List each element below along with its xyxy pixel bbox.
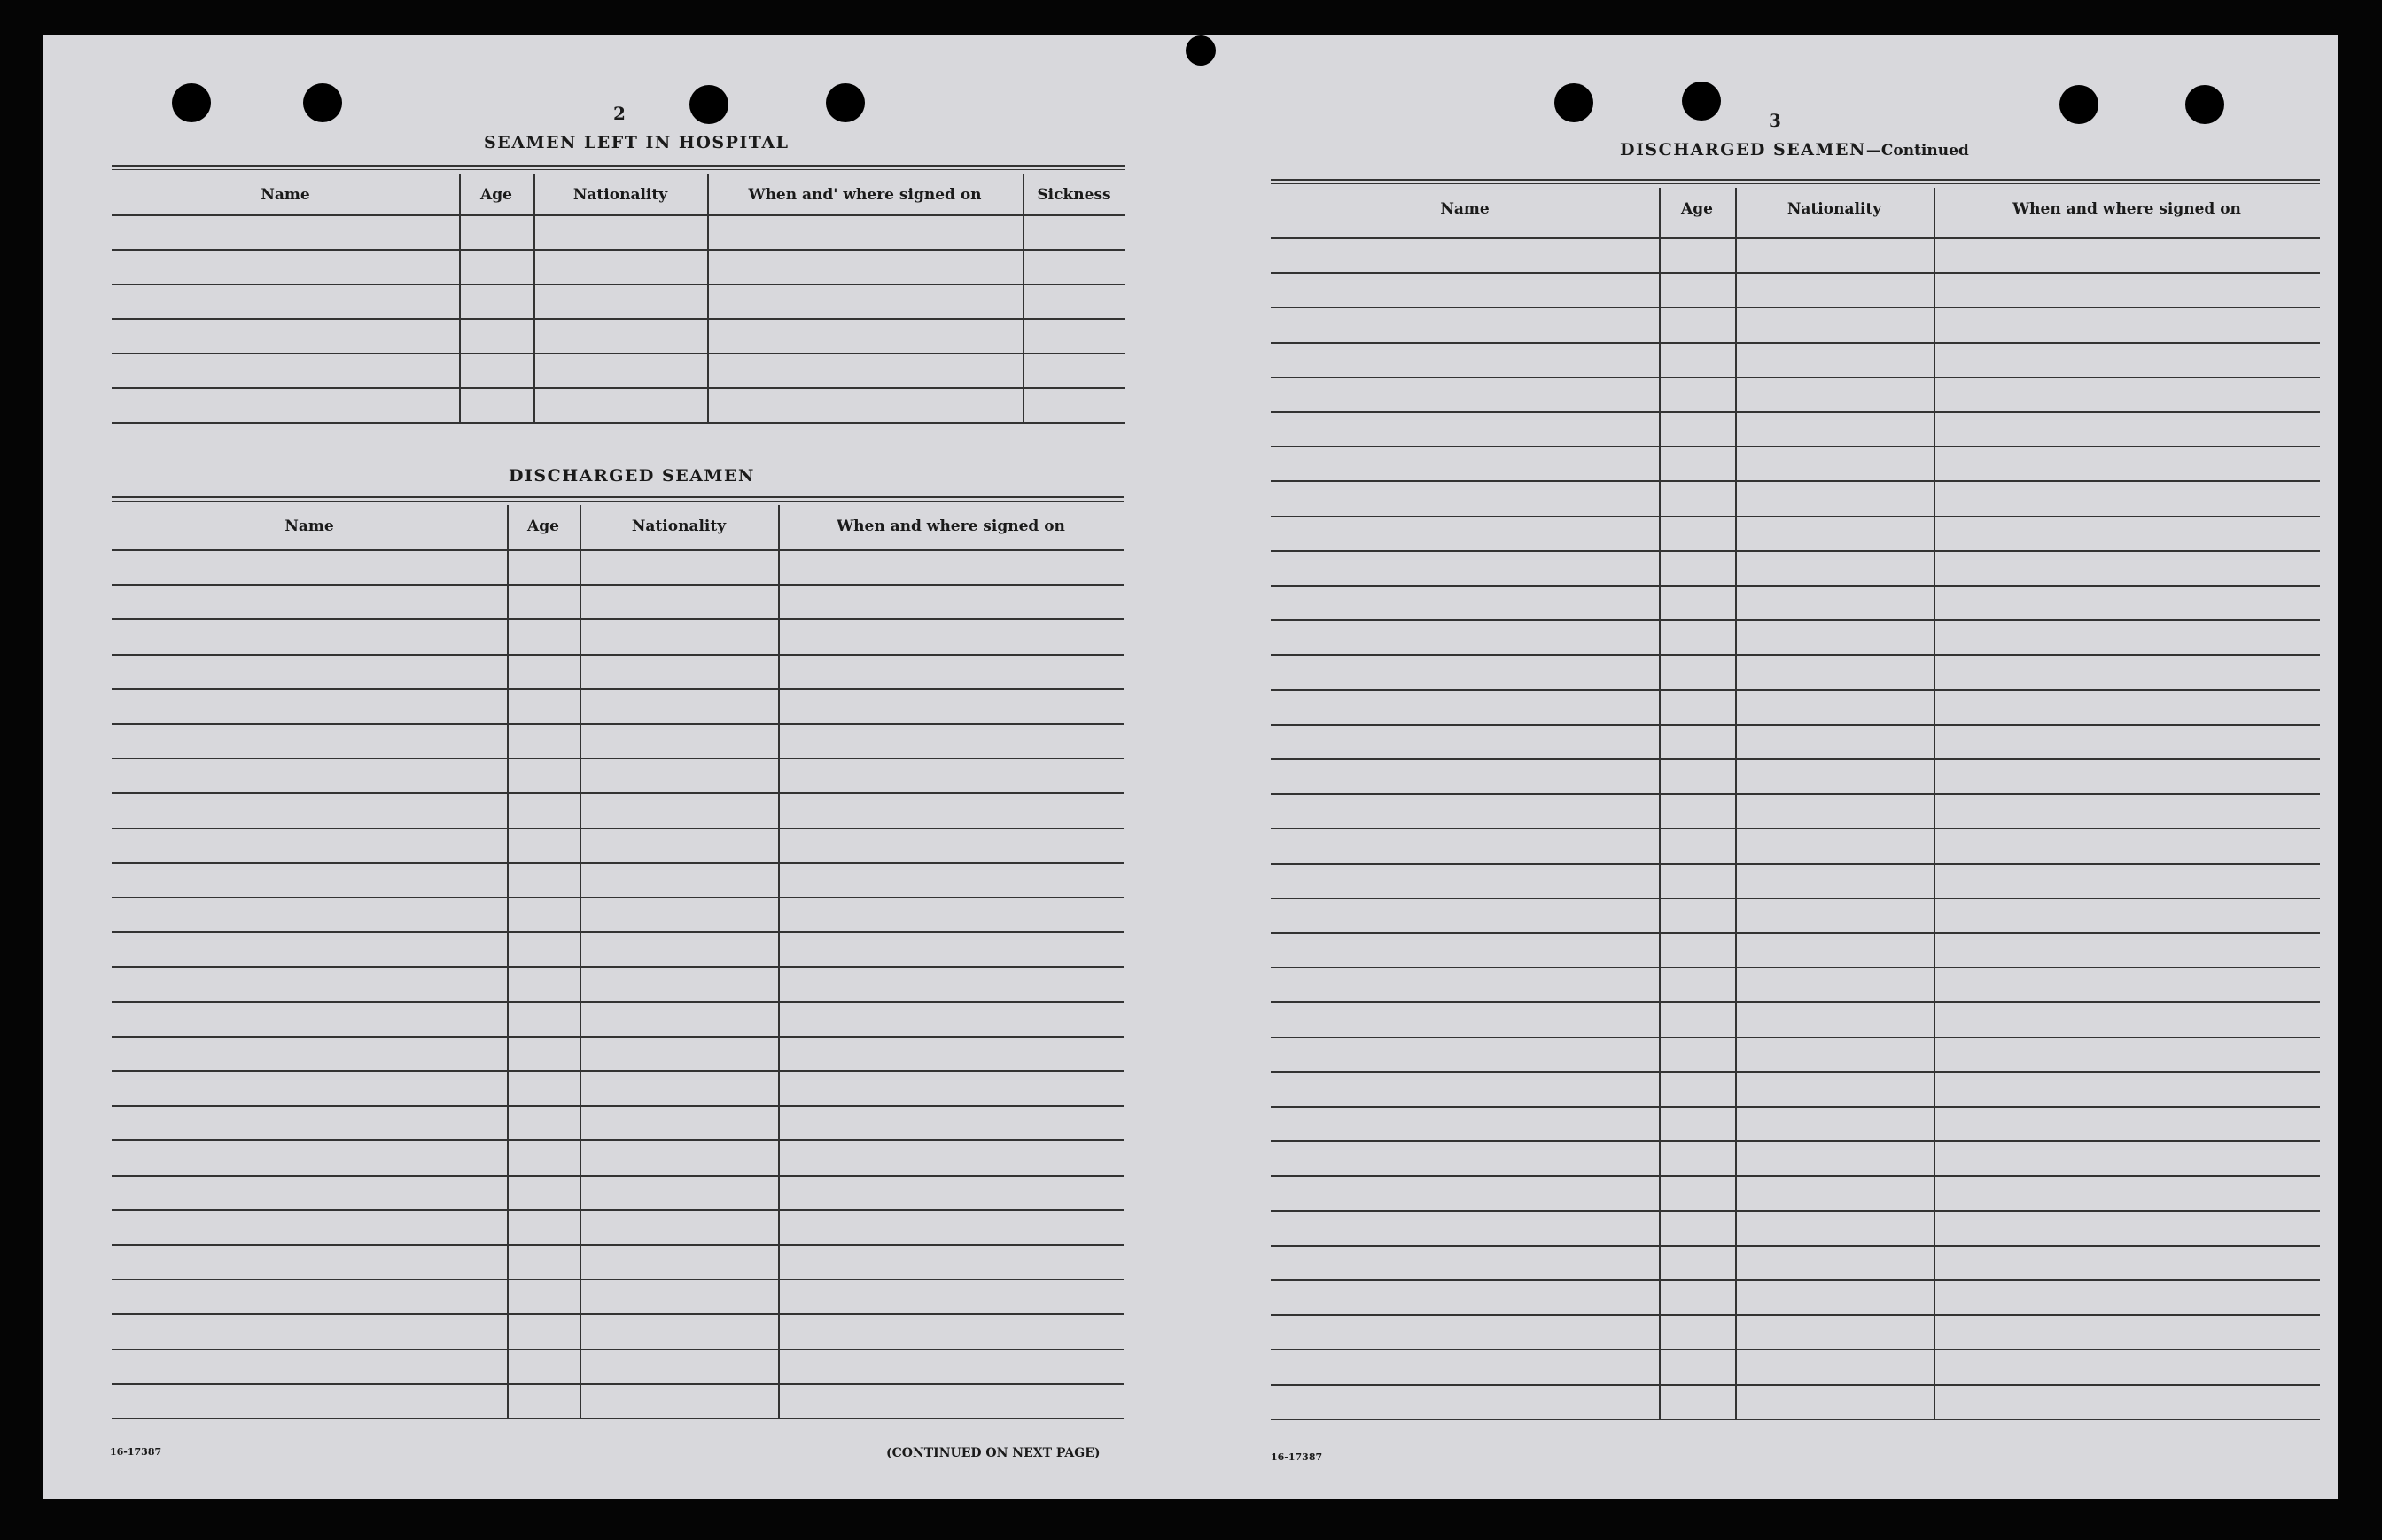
table-row[interactable]	[1271, 863, 2320, 865]
table-row[interactable]	[112, 723, 1124, 725]
header-rule	[112, 549, 1124, 551]
table-row[interactable]	[112, 1349, 1124, 1350]
header-rule	[1271, 237, 2320, 239]
table-row[interactable]	[112, 1001, 1124, 1003]
right-section-title-main: DISCHARGED SEAMEN	[1620, 140, 1866, 159]
table-row[interactable]	[112, 862, 1124, 864]
table-row[interactable]	[1271, 1419, 2320, 1420]
table-row[interactable]	[1271, 377, 2320, 378]
discharged-right-header-nationality: Nationality	[1786, 200, 1882, 218]
table-row[interactable]	[1271, 1106, 2320, 1108]
table-row[interactable]	[1271, 898, 2320, 899]
column-divider	[778, 505, 780, 1418]
column-divider	[580, 505, 581, 1418]
table-row[interactable]	[1271, 932, 2320, 934]
column-divider	[707, 174, 709, 422]
discharged-table-right	[1271, 179, 2320, 1483]
continued-note: (CONTINUED ON NEXT PAGE)	[886, 1446, 1101, 1460]
column-divider	[507, 505, 509, 1418]
table-row[interactable]	[1271, 1071, 2320, 1073]
left-form-code: 16-17387	[110, 1446, 162, 1458]
table-row[interactable]	[112, 966, 1124, 968]
discharged-section-title: DISCHARGED SEAMEN	[509, 466, 755, 486]
punch-hole	[689, 85, 728, 124]
table-row[interactable]	[1271, 1175, 2320, 1177]
table-top-rule	[112, 165, 1125, 170]
discharged-right-header-name: Name	[1440, 200, 1490, 218]
table-row[interactable]	[112, 353, 1125, 354]
table-row[interactable]	[112, 1418, 1124, 1419]
punch-hole	[2185, 85, 2224, 124]
punch-hole	[172, 83, 211, 122]
punch-hole	[1682, 82, 1721, 121]
table-row[interactable]	[112, 1175, 1124, 1177]
table-row[interactable]	[112, 1139, 1124, 1141]
table-row[interactable]	[112, 249, 1125, 251]
form-sheet	[43, 35, 2338, 1499]
column-divider	[459, 174, 461, 422]
table-row[interactable]	[1271, 585, 2320, 587]
table-row[interactable]	[112, 422, 1125, 424]
table-row[interactable]	[112, 897, 1124, 898]
punch-hole-center	[1186, 35, 1216, 66]
table-row[interactable]	[1271, 1210, 2320, 1212]
column-divider	[1659, 188, 1661, 1419]
table-row[interactable]	[1271, 793, 2320, 795]
table-row[interactable]	[112, 792, 1124, 794]
discharged-left-header-when-and-where-signed-on: When and where signed on	[837, 517, 1065, 535]
table-row[interactable]	[112, 1313, 1124, 1315]
table-row[interactable]	[112, 318, 1125, 320]
right-section-title-suffix: —Continued	[1865, 142, 1969, 159]
table-row[interactable]	[112, 618, 1124, 620]
discharged-table-left	[112, 496, 1124, 1471]
punch-hole	[826, 83, 865, 122]
table-row[interactable]	[112, 758, 1124, 759]
table-row[interactable]	[1271, 342, 2320, 344]
punch-hole	[303, 83, 342, 122]
table-row[interactable]	[1271, 272, 2320, 274]
table-row[interactable]	[1271, 1384, 2320, 1386]
table-row[interactable]	[1271, 619, 2320, 621]
table-row[interactable]	[112, 1209, 1124, 1211]
table-row[interactable]	[1271, 1001, 2320, 1003]
column-divider	[1735, 188, 1737, 1419]
table-row[interactable]	[112, 654, 1124, 656]
table-row[interactable]	[1271, 1037, 2320, 1038]
hospital-section-title: SEAMEN LEFT IN HOSPITAL	[484, 133, 790, 152]
table-row[interactable]	[1271, 411, 2320, 413]
table-row[interactable]	[1271, 307, 2320, 308]
table-row[interactable]	[1271, 654, 2320, 656]
right-form-code: 16-17387	[1271, 1451, 1323, 1463]
punch-hole	[2059, 85, 2098, 124]
table-row[interactable]	[1271, 967, 2320, 968]
table-row[interactable]	[1271, 1279, 2320, 1281]
discharged-left-header-name: Name	[284, 517, 334, 535]
table-row[interactable]	[1271, 828, 2320, 829]
right-page-number: 3	[1769, 110, 1781, 131]
table-row[interactable]	[112, 284, 1125, 285]
column-divider	[1934, 188, 1935, 1419]
right-section-title	[1620, 140, 1969, 159]
table-row[interactable]	[1271, 480, 2320, 482]
hospital-table	[112, 165, 1125, 493]
table-row[interactable]	[1271, 689, 2320, 691]
table-row[interactable]	[112, 828, 1124, 829]
table-row[interactable]	[1271, 1245, 2320, 1247]
discharged-left-header-age: Age	[527, 517, 559, 535]
discharged-left-header-nationality: Nationality	[631, 517, 727, 535]
punch-hole	[1554, 83, 1593, 122]
left-page-number: 2	[613, 103, 626, 124]
table-row[interactable]	[112, 1244, 1124, 1246]
table-row[interactable]	[1271, 1349, 2320, 1350]
table-row[interactable]	[112, 1279, 1124, 1280]
column-divider	[533, 174, 535, 422]
table-top-rule	[112, 496, 1124, 502]
table-row[interactable]	[112, 1070, 1124, 1072]
table-row[interactable]	[112, 931, 1124, 933]
hospital-header-name: Name	[261, 186, 310, 204]
table-row[interactable]	[112, 584, 1124, 586]
table-row[interactable]	[1271, 1314, 2320, 1316]
table-row[interactable]	[112, 1036, 1124, 1038]
table-row[interactable]	[1271, 516, 2320, 517]
table-row[interactable]	[112, 1383, 1124, 1385]
table-row[interactable]	[1271, 724, 2320, 726]
table-row[interactable]	[112, 387, 1125, 389]
hospital-header-when-and-where-signed-on: When and' where signed on	[748, 186, 982, 204]
table-row[interactable]	[1271, 446, 2320, 447]
table-row[interactable]	[1271, 550, 2320, 552]
table-top-rule	[1271, 179, 2320, 184]
hospital-header-nationality: Nationality	[572, 186, 668, 204]
discharged-right-header-age: Age	[1681, 200, 1713, 218]
table-row[interactable]	[112, 688, 1124, 690]
hospital-header-age: Age	[480, 186, 512, 204]
table-row[interactable]	[112, 1105, 1124, 1107]
discharged-right-header-when-and-where-signed-on: When and where signed on	[2012, 200, 2241, 218]
hospital-header-sickness: Sickness	[1037, 186, 1111, 204]
header-rule	[112, 214, 1125, 216]
table-row[interactable]	[1271, 1140, 2320, 1142]
table-row[interactable]	[1271, 758, 2320, 760]
column-divider	[1023, 174, 1024, 422]
